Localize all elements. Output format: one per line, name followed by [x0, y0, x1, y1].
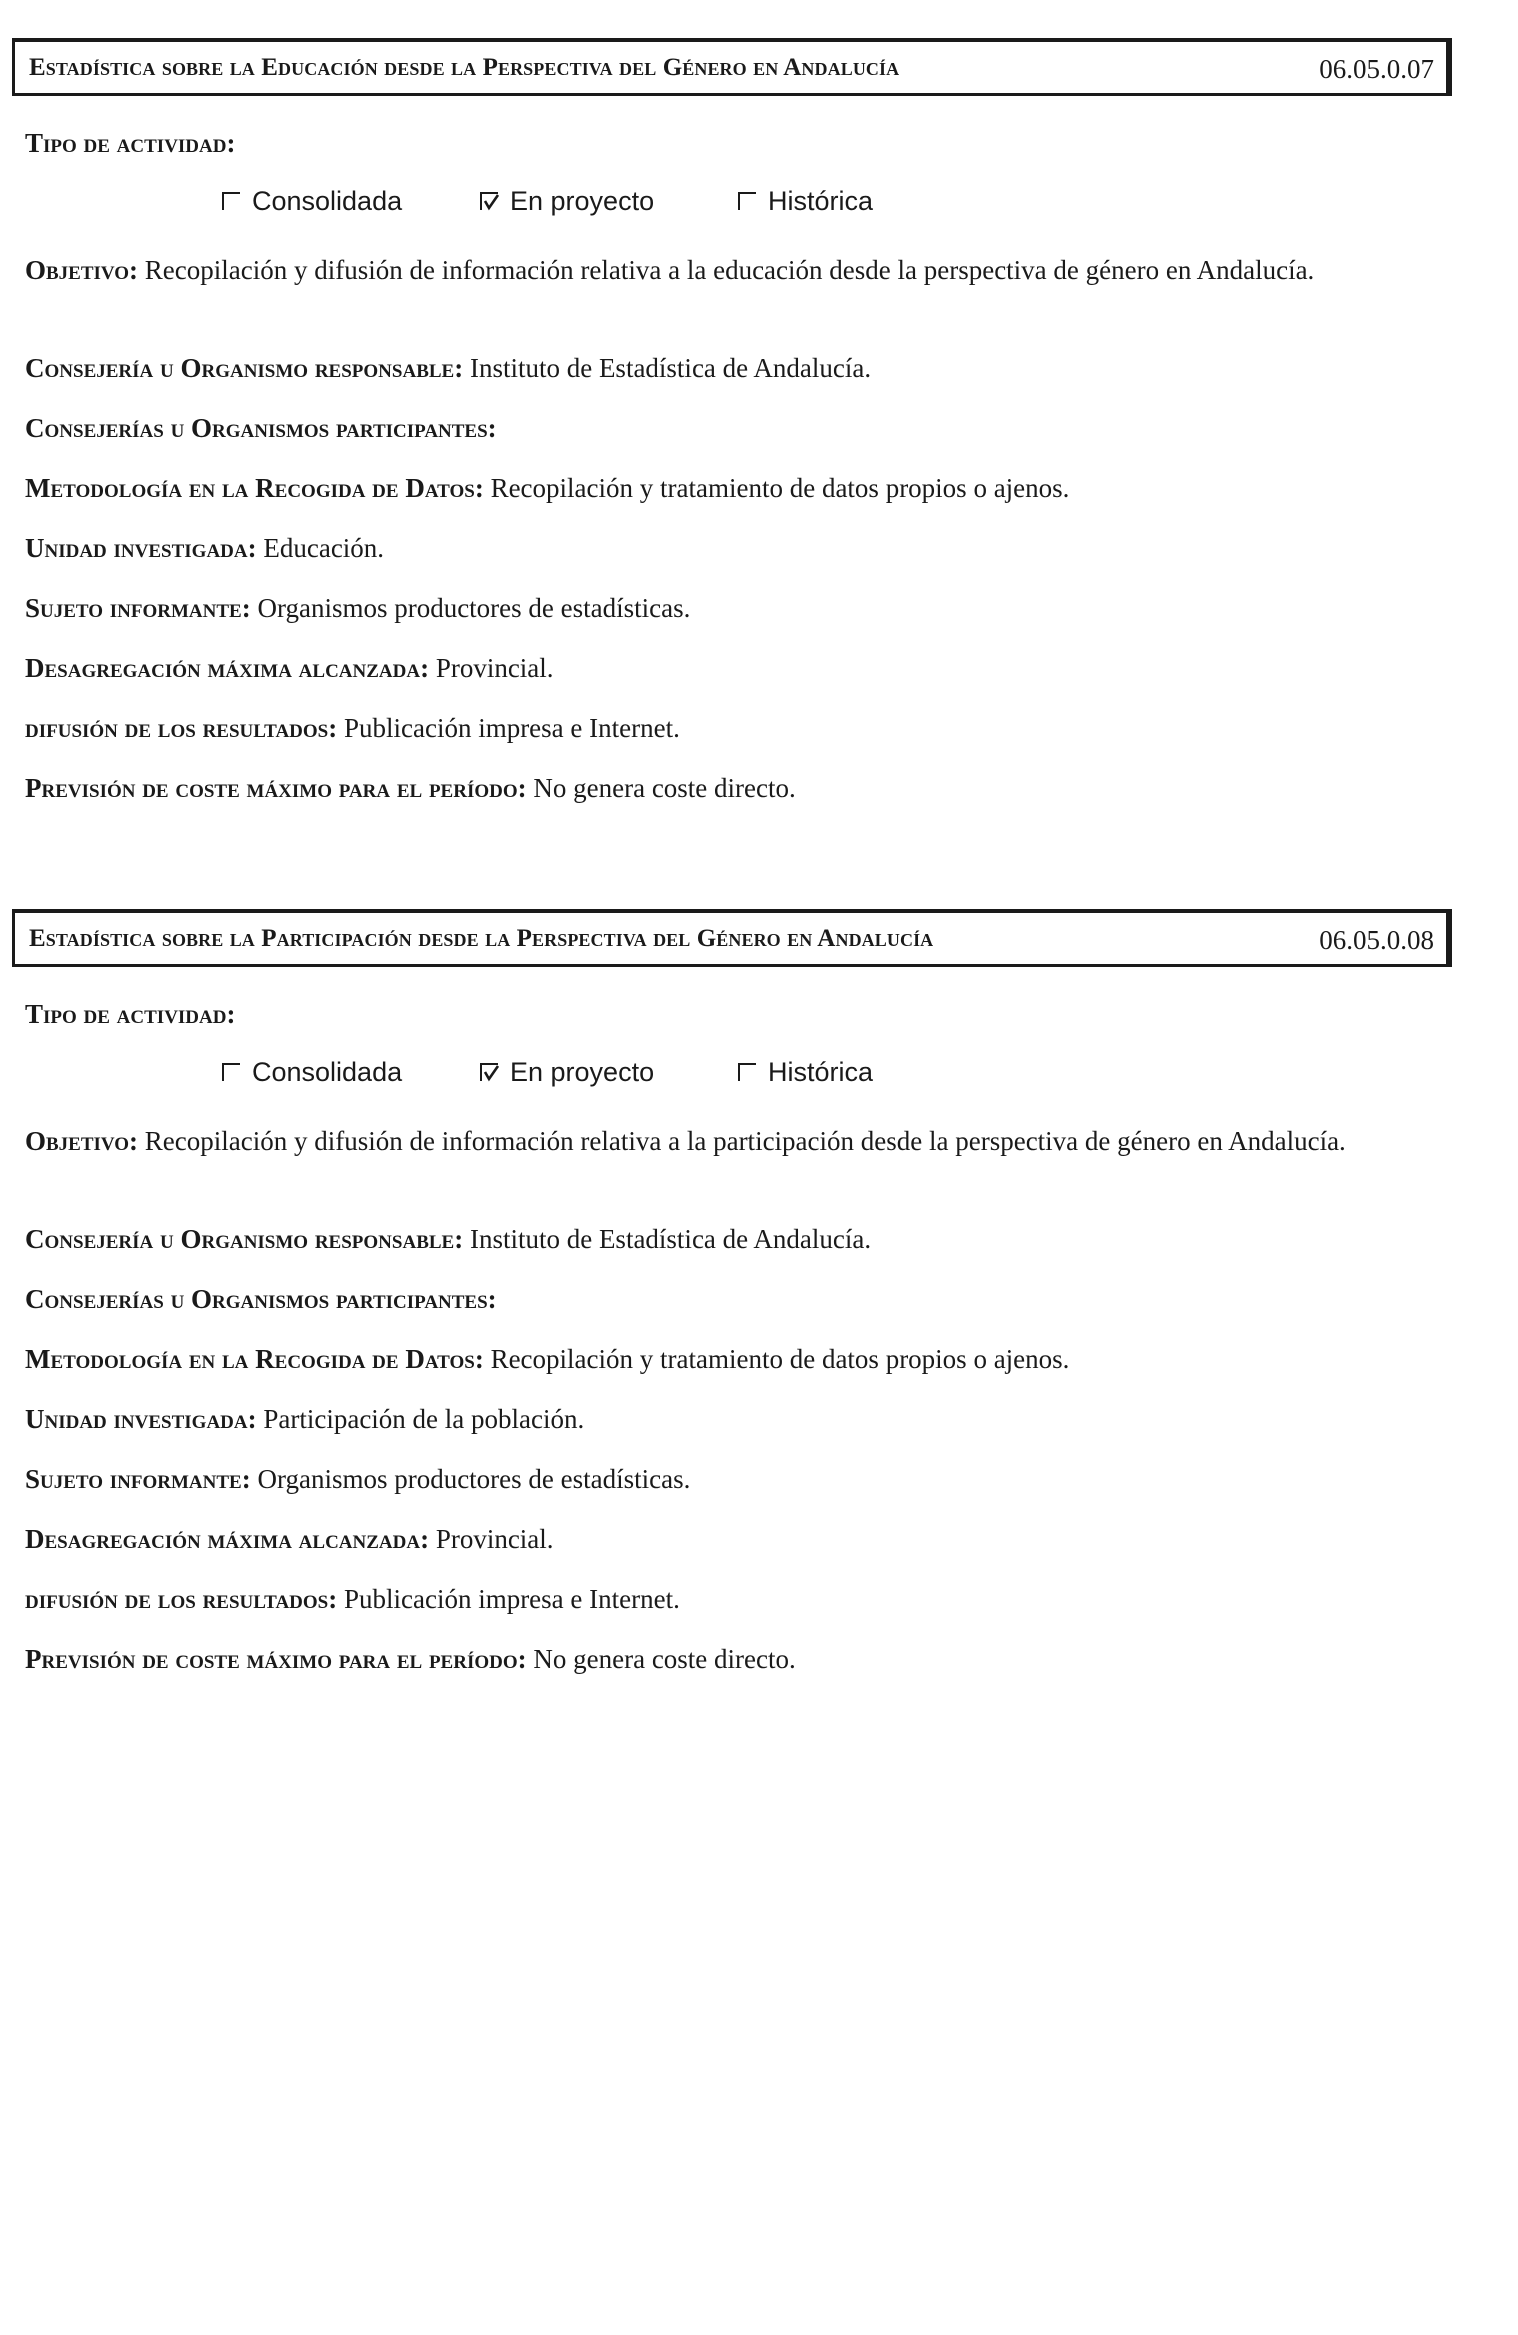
difusion-field	[25, 1582, 1443, 1616]
desagregacion-value: Provincial.	[435, 653, 554, 683]
unidad-field	[25, 1402, 1443, 1436]
metodologia-field	[25, 471, 1443, 505]
option-label: En proyecto	[510, 1056, 655, 1087]
tipo-actividad-label: Tipo de actividad:	[25, 999, 236, 1029]
difusion-field	[25, 711, 1443, 745]
option-historica[interactable]	[738, 1054, 873, 1090]
desagregacion-label: Desagregación máxima alcanzada:	[25, 1524, 430, 1554]
tipo-actividad-label: Tipo de actividad:	[25, 128, 236, 158]
desagregacion-field	[25, 1522, 1443, 1556]
sujeto-label: Sujeto informante:	[25, 593, 251, 623]
option-en-proyecto[interactable]	[480, 183, 654, 219]
responsable-label: Consejería u Organismo responsable:	[25, 1224, 464, 1254]
unidad-field	[25, 531, 1443, 565]
prevision-label: Previsión de coste máximo para el período:	[25, 773, 527, 803]
difusion-value: Publicación impresa e Internet.	[343, 1584, 680, 1614]
activity-entry	[12, 38, 1452, 803]
responsable-field	[25, 351, 1443, 385]
desagregacion-field	[25, 651, 1443, 685]
tipo-actividad-row	[25, 126, 1443, 160]
activity-title-box	[12, 38, 1452, 96]
metodologia-label: Metodología en la Recogida de Datos:	[25, 1344, 484, 1374]
checkbox-unchecked-icon[interactable]	[222, 1063, 240, 1081]
activity-title: Estadística sobre la Participación desde la Perspectiva del Género en Andalucía	[29, 925, 934, 952]
metodologia-label: Metodología en la Recogida de Datos:	[25, 473, 484, 503]
sujeto-field	[25, 1462, 1443, 1496]
prevision-value: No genera coste directo.	[533, 773, 796, 803]
activity-title: Estadística sobre la Educación desde la Perspectiva del Género en Andalucía	[29, 54, 900, 81]
option-label: Consolidada	[252, 1056, 403, 1087]
option-consolidada[interactable]	[222, 1054, 402, 1090]
tipo-actividad-options	[208, 1054, 1208, 1090]
checkbox-checked-icon[interactable]	[480, 1063, 498, 1081]
unidad-value: Educación.	[263, 533, 385, 563]
activity-code: 06.05.0.08	[1319, 925, 1434, 955]
metodologia-value: Recopilación y tratamiento de datos propios o ajenos.	[490, 473, 1070, 503]
objetivo-field	[25, 1124, 1443, 1158]
responsable-field	[25, 1222, 1443, 1256]
unidad-value: Participación de la población.	[263, 1404, 585, 1434]
option-en-proyecto[interactable]	[480, 1054, 654, 1090]
option-label: En proyecto	[510, 185, 655, 216]
objetivo-label: Objetivo:	[25, 255, 139, 285]
responsable-label: Consejería u Organismo responsable:	[25, 353, 464, 383]
activity-code: 06.05.0.07	[1319, 54, 1434, 84]
objetivo-label: Objetivo:	[25, 1126, 139, 1156]
difusion-label: difusión de los resultados:	[25, 713, 338, 743]
option-label: Histórica	[768, 1056, 874, 1087]
participantes-label: Consejerías u Organismos participantes:	[25, 413, 497, 443]
metodologia-value: Recopilación y tratamiento de datos propios o ajenos.	[490, 1344, 1070, 1374]
checkmark-icon	[482, 192, 500, 212]
responsable-value: Instituto de Estadística de Andalucía.	[469, 1224, 872, 1254]
prevision-value: No genera coste directo.	[533, 1644, 796, 1674]
prevision-field	[25, 1642, 1443, 1676]
option-label: Consolidada	[252, 185, 403, 216]
sujeto-label: Sujeto informante:	[25, 1464, 251, 1494]
objetivo-value: Recopilación y difusión de información relativa a la educación desde la perspectiva de género en Andalucía.	[144, 255, 1315, 285]
tipo-actividad-row	[25, 997, 1443, 1031]
prevision-label: Previsión de coste máximo para el período:	[25, 1644, 527, 1674]
sujeto-value: Organismos productores de estadísticas.	[257, 593, 691, 623]
checkbox-unchecked-icon[interactable]	[738, 1063, 756, 1081]
desagregacion-value: Provincial.	[435, 1524, 554, 1554]
sujeto-field	[25, 591, 1443, 625]
participantes-field	[25, 1282, 1443, 1316]
checkbox-unchecked-icon[interactable]	[738, 192, 756, 210]
checkbox-checked-icon[interactable]	[480, 192, 498, 210]
prevision-field	[25, 771, 1443, 805]
unidad-label: Unidad investigada:	[25, 533, 257, 563]
participantes-label: Consejerías u Organismos participantes:	[25, 1284, 497, 1314]
responsable-value: Instituto de Estadística de Andalucía.	[469, 353, 872, 383]
tipo-actividad-options	[208, 183, 1208, 219]
activity-entry	[12, 909, 1452, 1674]
checkbox-unchecked-icon[interactable]	[222, 192, 240, 210]
option-historica[interactable]	[738, 183, 873, 219]
desagregacion-label: Desagregación máxima alcanzada:	[25, 653, 430, 683]
unidad-label: Unidad investigada:	[25, 1404, 257, 1434]
metodologia-field	[25, 1342, 1443, 1376]
option-label: Histórica	[768, 185, 874, 216]
objetivo-value: Recopilación y difusión de información relativa a la participación desde la perspectiva de género en Andalucía.	[144, 1126, 1346, 1156]
difusion-value: Publicación impresa e Internet.	[343, 713, 680, 743]
sujeto-value: Organismos productores de estadísticas.	[257, 1464, 691, 1494]
option-consolidada[interactable]	[222, 183, 402, 219]
participantes-field	[25, 411, 1443, 445]
activity-title-box	[12, 909, 1452, 967]
difusion-label: difusión de los resultados:	[25, 1584, 338, 1614]
objetivo-field	[25, 253, 1443, 287]
checkmark-icon	[482, 1063, 500, 1083]
